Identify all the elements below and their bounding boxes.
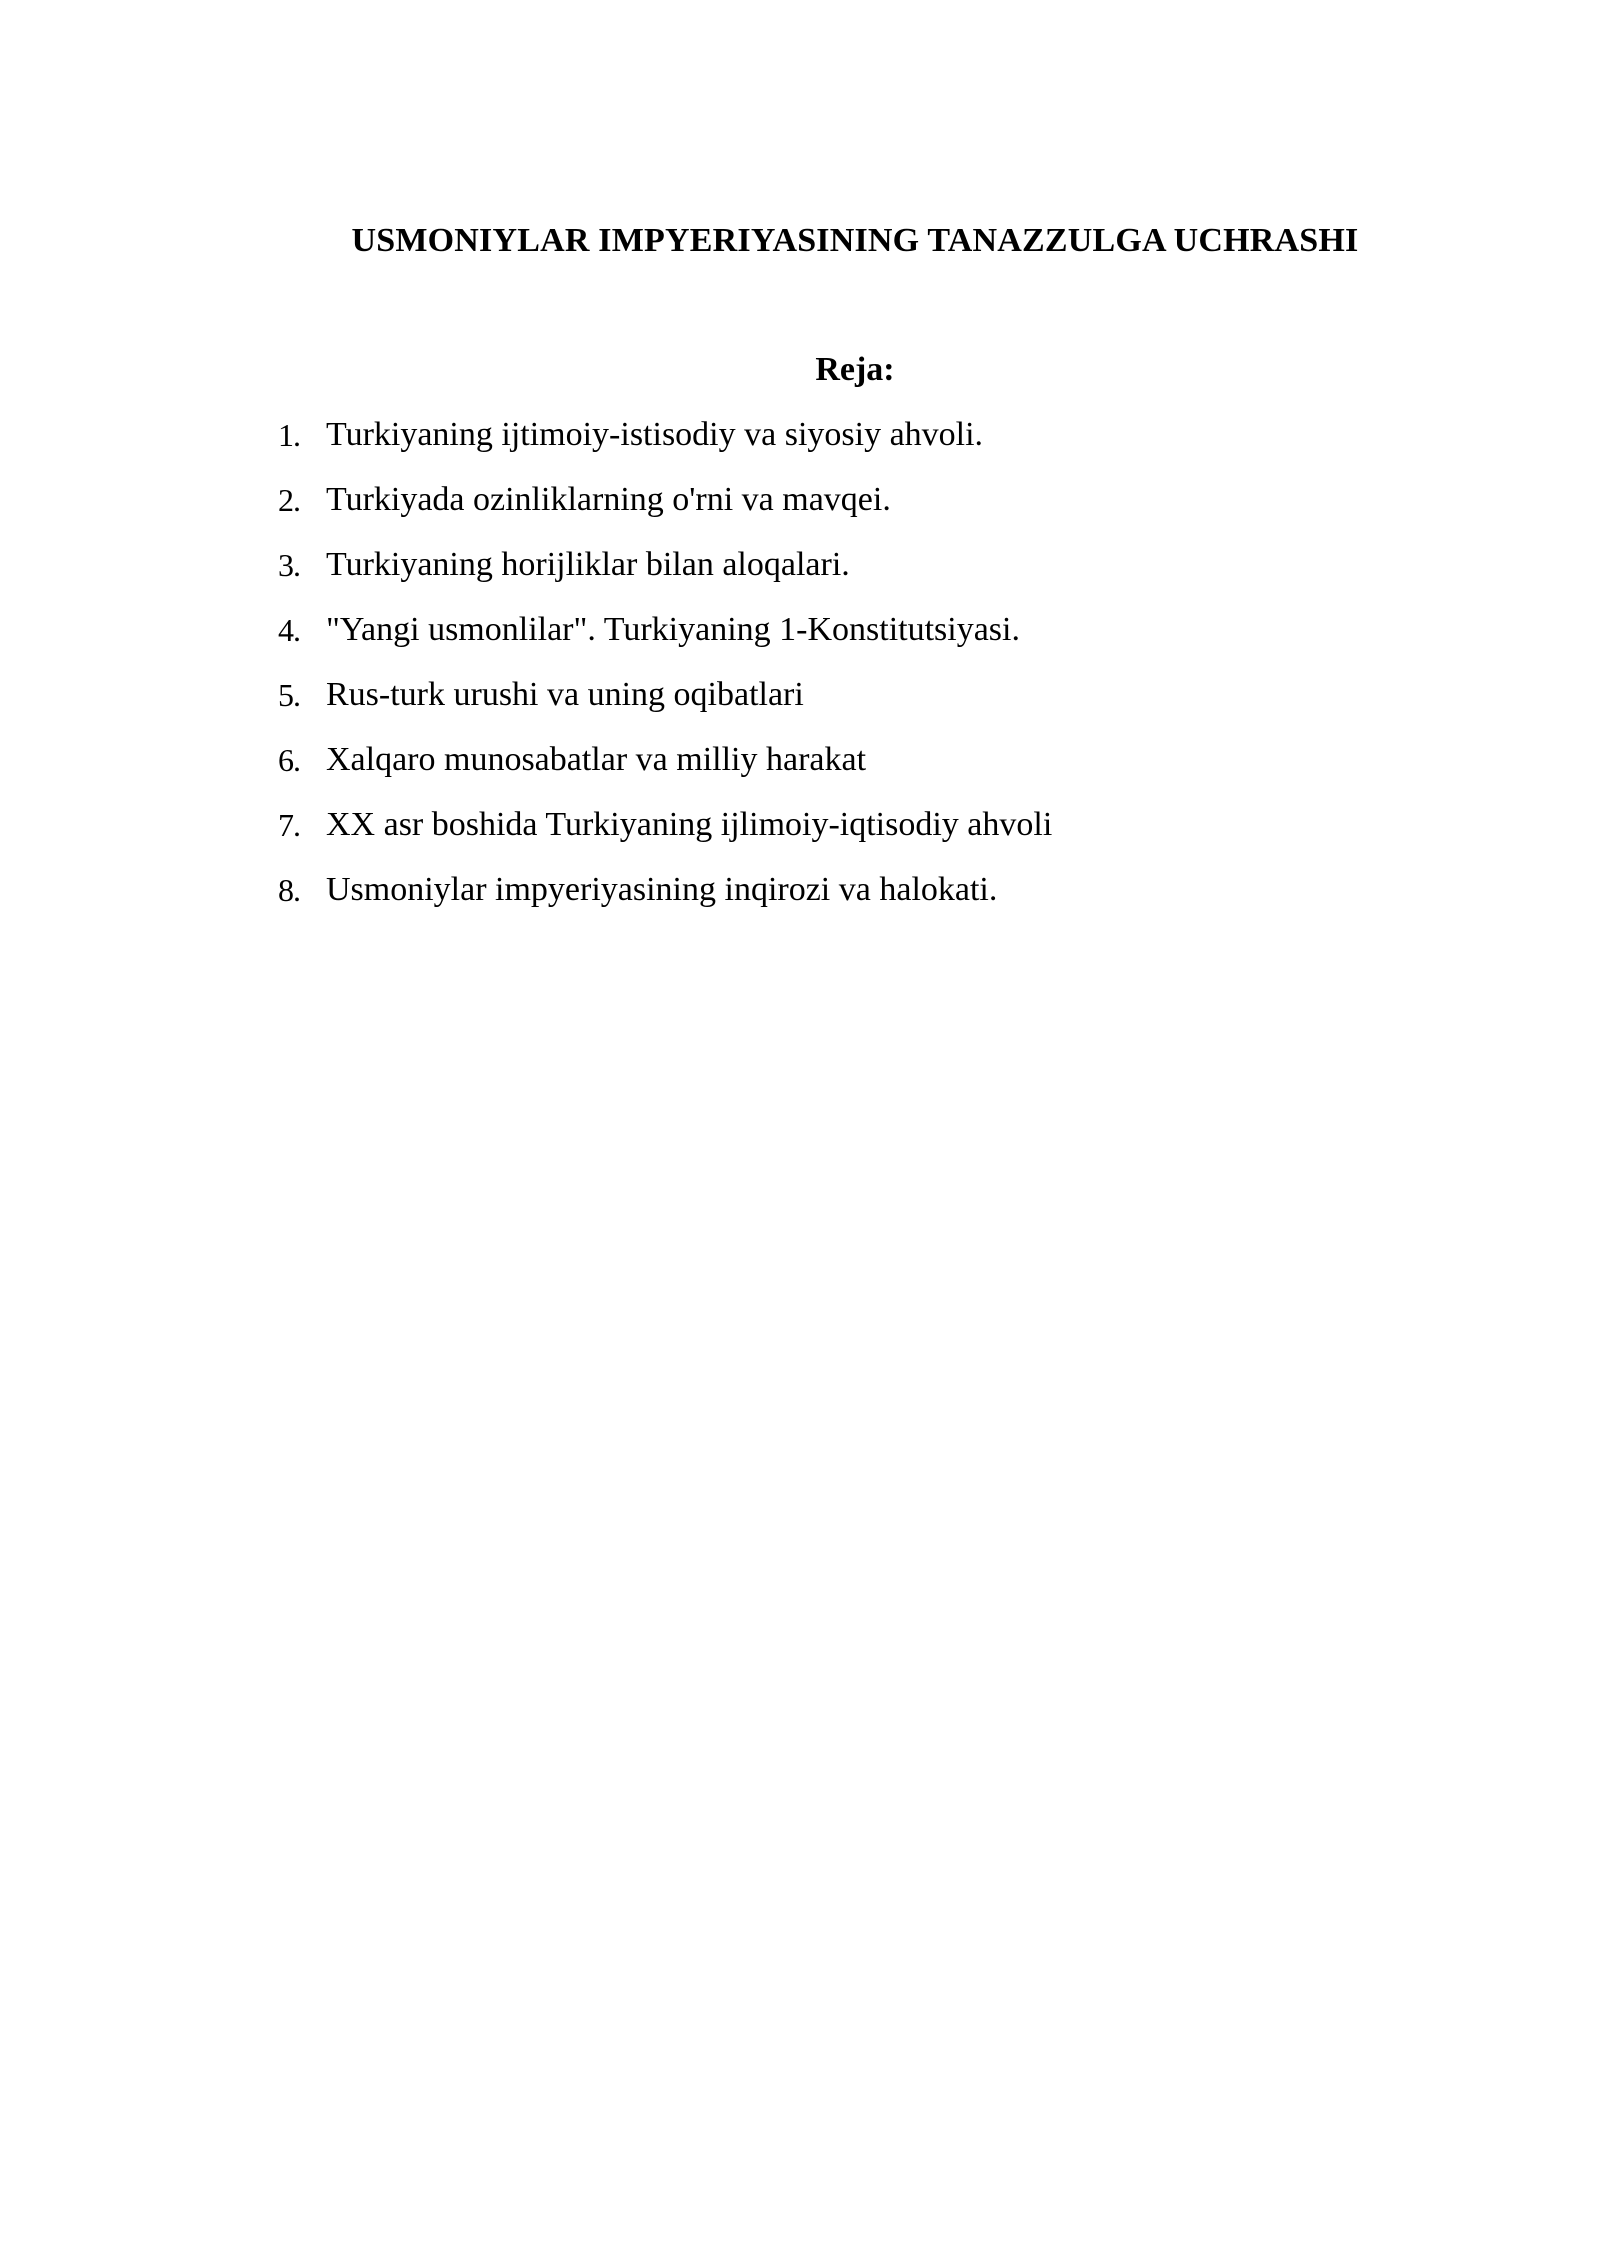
plan-item-number: 7. bbox=[278, 807, 300, 843]
plan-item-text: "Yangi usmonlilar". Turkiyaning 1-Konstitutsiyasi. bbox=[326, 611, 1020, 648]
plan-item-number: 5. bbox=[278, 677, 300, 713]
plan-item-text: Xalqaro munosabatlar va milliy harakat bbox=[326, 741, 867, 778]
plan-item-number: 8. bbox=[278, 872, 300, 908]
plan-item-number: 1. bbox=[278, 417, 300, 453]
plan-item-text: Turkiyaning ijtimoiy-istisodiy va siyosiy ahvoli. bbox=[326, 416, 984, 453]
plan-item-text: Rus-turk urushi va uning oqibatlari bbox=[326, 676, 804, 713]
plan-heading: Reja: bbox=[815, 351, 895, 388]
plan-item-number: 2. bbox=[278, 482, 300, 518]
plan-item-text: XX asr boshida Turkiyaning ijlimoiy-iqtisodiy ahvoli bbox=[326, 806, 1053, 843]
plan-item-text: Turkiyaning horijliklar bilan aloqalari. bbox=[326, 546, 850, 583]
plan-item-number: 3. bbox=[278, 547, 300, 583]
document-title: USMONIYLAR IMPYERIYASINING TANAZZULGA UCHRASHI bbox=[351, 222, 1359, 259]
plan-item-text: Turkiyada ozinliklarning o'rni va mavqei. bbox=[326, 481, 891, 518]
plan-item-text: Usmoniylar impyeriyasining inqirozi va halokati. bbox=[326, 871, 998, 908]
plan-item-number: 6. bbox=[278, 742, 300, 778]
plan-item-number: 4. bbox=[278, 612, 300, 648]
